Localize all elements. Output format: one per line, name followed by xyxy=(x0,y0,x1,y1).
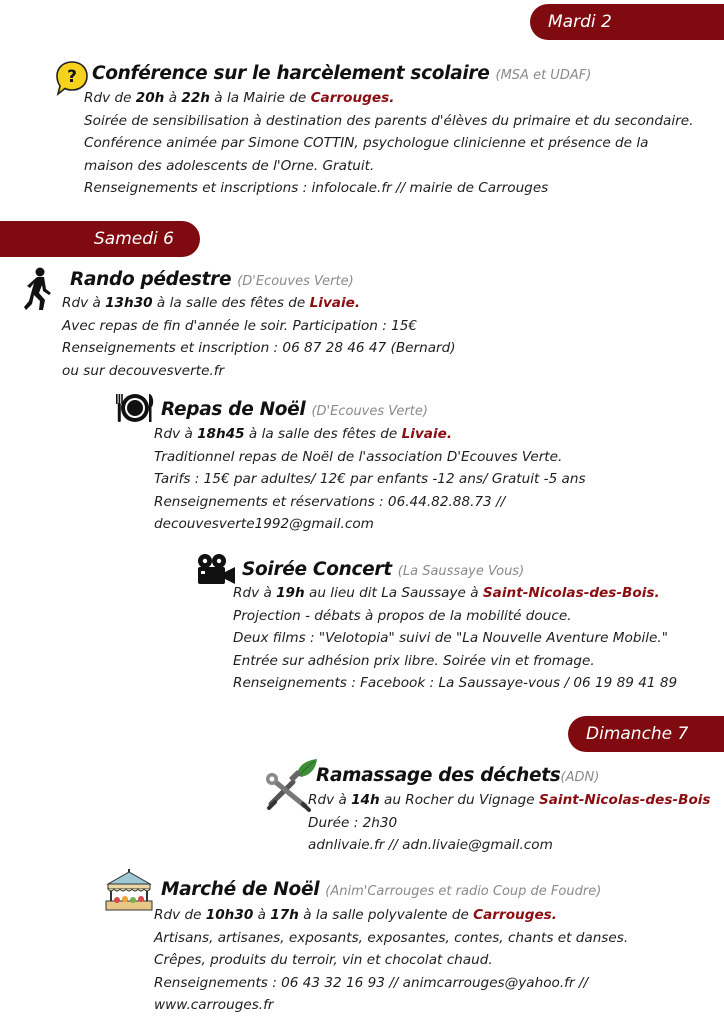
market-stall-icon xyxy=(104,869,154,917)
event-info-line: Renseignements et inscription : 06 87 28 46 47 (Bernard) xyxy=(62,340,456,356)
event-organizer: (La Saussaye Vous) xyxy=(397,564,525,579)
event-rdv: Rdv à 13h30 à la salle des fêtes de Livaie. xyxy=(62,295,361,311)
event-organizer: (ADN) xyxy=(560,770,600,785)
event-desc-line: Avec repas de fin d'année le soir. Participation : 15€ xyxy=(62,317,418,334)
event-info-line: Renseignements : 06 43 32 16 93 // animcarrouges@yahoo.fr // xyxy=(154,974,589,991)
event-title: Rando pédestre xyxy=(70,269,232,290)
event-desc-line: Entrée sur adhésion prix libre. Soirée vin et fromage. xyxy=(233,652,595,669)
event-info-line: Renseignements et réservations : 06.44.82.88.73 // xyxy=(154,493,506,510)
event-organizer: (Anim'Carrouges et radio Coup de Foudre) xyxy=(325,884,602,899)
event-organizer: (D'Ecouves Verte) xyxy=(311,404,428,419)
event-rdv: Rdv à 19h au lieu dit La Saussaye à Saint-Nicolas-des-Bois. xyxy=(233,585,660,601)
event-desc-line: Traditionnel repas de Noël de l'association D'Ecouves Verte. xyxy=(154,448,563,465)
event-desc-line: Projection - débats à propos de la mobilité douce. xyxy=(233,607,572,624)
movie-camera-icon xyxy=(193,553,237,591)
day-banner-samedi xyxy=(0,221,200,257)
event-title: Marché de Noël xyxy=(161,879,320,900)
event-info-line: Renseignements et inscriptions : infolocale.fr // mairie de Carrouges xyxy=(84,180,549,196)
day-banner-dimanche xyxy=(568,716,724,752)
event-info-line: Renseignements : Facebook : La Saussaye-vous / 06 19 89 41 89 xyxy=(233,675,678,691)
event-desc-line: Deux films : "Velotopia" suivi de "La Nouvelle Aventure Mobile." xyxy=(233,630,668,646)
day-label: Dimanche 7 xyxy=(586,724,689,744)
event-info-line: adnlivaie.fr // adn.livaie@gmail.com xyxy=(308,837,553,853)
event-desc-line: Soirée de sensibilisation à destination des parents d'élèves du primaire et du secondaire. xyxy=(84,112,694,129)
event-rdv: Rdv de 10h30 à 17h à la salle polyvalente de Carrouges. xyxy=(154,907,557,923)
event-title: Soirée Concert xyxy=(242,559,392,580)
day-label: Mardi 2 xyxy=(548,12,612,32)
event-info-line: ou sur decouvesverte.fr xyxy=(62,362,225,379)
event-desc-line: maison des adolescents de l'Orne. Gratuit. xyxy=(84,157,375,174)
event-organizer: (MSA et UDAF) xyxy=(495,68,592,83)
event-desc-line: Artisans, artisanes, exposants, exposantes, contes, chants et danses. xyxy=(154,929,629,946)
event-desc-line: Tarifs : 15€ par adultes/ 12€ par enfants -12 ans/ Gratuit -5 ans xyxy=(154,471,586,487)
event-rdv: Rdv à 18h45 à la salle des fêtes de Livaie. xyxy=(154,426,453,442)
event-rdv: Rdv à 14h au Rocher du Vignage Saint-Nicolas-des-Bois xyxy=(308,792,711,808)
event-info-line: www.carrouges.fr xyxy=(154,997,274,1013)
event-info-line: decouvesverte1992@gmail.com xyxy=(154,516,374,532)
hiker-icon xyxy=(22,266,56,316)
event-rdv: Rdv de 20h à 22h à la Mairie de Carrouges. xyxy=(84,90,395,106)
event-title: Repas de Noël xyxy=(161,399,306,420)
event-desc-line: Crêpes, produits du terroir, vin et chocolat chaud. xyxy=(154,952,493,968)
event-title: Ramassage des déchets xyxy=(316,765,561,786)
event-title: Conférence sur le harcèlement scolaire xyxy=(92,63,490,84)
plate-cutlery-icon xyxy=(114,391,156,429)
day-label: Samedi 6 xyxy=(94,229,174,249)
svg-text:?: ? xyxy=(67,67,77,87)
event-desc-line: Conférence animée par Simone COTTIN, psychologue clinicienne et présence de la xyxy=(84,135,649,151)
event-desc-line: Durée : 2h30 xyxy=(308,814,398,831)
day-banner-mardi xyxy=(530,4,724,40)
event-organizer: (D'Ecouves Verte) xyxy=(237,274,354,289)
